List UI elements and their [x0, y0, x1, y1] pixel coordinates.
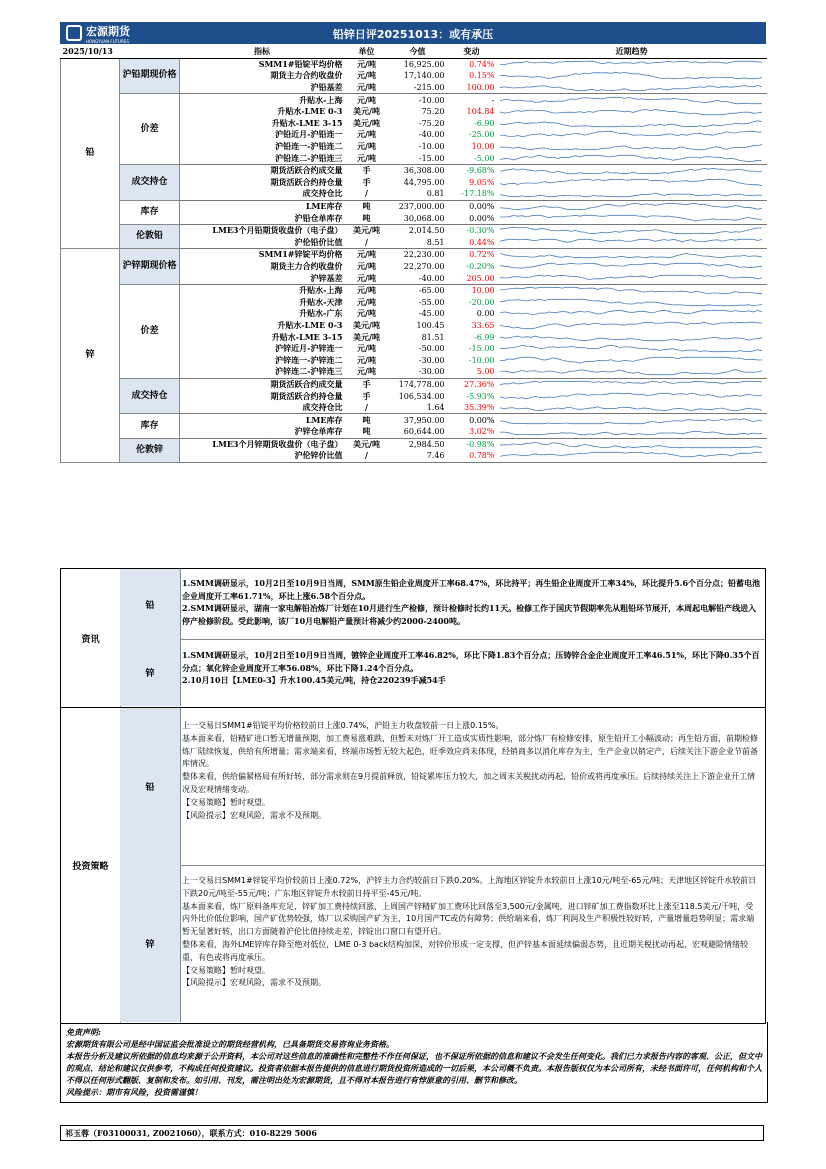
- disclaimer: [60, 1022, 768, 1103]
- unit-cell: 元/吨: [357, 308, 376, 319]
- change-cell: -0.30%: [466, 226, 495, 236]
- indicator-cell: 期货活跃合约持仓量: [270, 390, 343, 401]
- trend-sparkline: [500, 379, 764, 390]
- change-cell: 0.72%: [469, 250, 495, 260]
- indicator-cell: 沪铅仓单库存: [180, 212, 345, 224]
- trend-cell: [497, 426, 767, 438]
- change-cell: 0.00: [476, 309, 495, 319]
- sparkline-path: [500, 179, 762, 185]
- change-cell: 0.74%: [469, 59, 495, 69]
- change-cell: -20.00: [468, 297, 495, 307]
- trend-cell: [497, 378, 767, 390]
- strategy-lead: [120, 708, 765, 866]
- table-header-row: [61, 46, 767, 58]
- trend-cell: [497, 224, 767, 236]
- lead-group-label: 伦敦铅: [120, 224, 180, 248]
- strategy-zinc-label: 锌: [120, 865, 181, 1022]
- trend-cell: [497, 177, 767, 189]
- indicator-cell: 沪铅近月-沪铅连一: [275, 129, 343, 140]
- trend-sparkline: [500, 366, 764, 377]
- change-cell: -17.18%: [447, 188, 497, 200]
- trend-cell: [497, 164, 767, 176]
- trend-cell: [497, 414, 767, 426]
- sparkline-path: [500, 169, 762, 174]
- trend-cell: [497, 438, 767, 450]
- sparkline-path: [500, 357, 762, 363]
- trend-cell: [497, 354, 767, 366]
- unit-cell: 美元/吨: [353, 319, 380, 330]
- lead-group-label: 价差: [120, 94, 180, 165]
- value-cell: -45.00: [418, 309, 445, 319]
- logo-en: HONGYUAN FUTURES: [86, 38, 129, 44]
- trend-sparkline: [500, 177, 764, 188]
- sparkline-path: [500, 287, 762, 293]
- sparkline-path: [500, 73, 762, 79]
- sparkline-path: [500, 442, 762, 447]
- sparkline-path: [500, 203, 762, 209]
- zinc-group-label: 库存: [120, 414, 180, 438]
- trend-sparkline: [500, 415, 764, 426]
- table-row: [61, 438, 767, 450]
- value-cell: 60,644.00: [389, 426, 447, 438]
- trend-sparkline: [500, 237, 764, 248]
- value-cell: 7.46: [389, 450, 447, 462]
- indicator-cell: 沪锌近月-沪锌连一: [275, 343, 343, 354]
- indicator-cell: 沪铅基差: [180, 82, 345, 94]
- trend-cell: [497, 331, 767, 343]
- value-cell: 75.20: [421, 107, 445, 117]
- sparkline-path: [500, 393, 762, 399]
- trend-cell: [497, 249, 767, 261]
- value-cell: 37,950.00: [403, 415, 445, 425]
- header-today: 今值: [389, 46, 447, 58]
- sparkline-path: [500, 61, 762, 64]
- lead-group-label: 成交持仓: [120, 164, 180, 200]
- sparkline-path: [500, 431, 762, 435]
- change-cell: -9.68%: [466, 166, 495, 176]
- trend-cell: [497, 188, 767, 200]
- change-cell: -10.00: [468, 355, 495, 365]
- unit-cell: 元/吨: [357, 285, 376, 296]
- trend-sparkline: [500, 391, 764, 402]
- indicator-cell: 升贴水-上海: [299, 285, 343, 296]
- change-cell: 10.00: [471, 142, 495, 152]
- unit-cell: 元/吨: [357, 58, 376, 69]
- value-cell: -10.00: [418, 142, 445, 152]
- change-cell: -6.90: [473, 118, 495, 128]
- unit-cell: 美元/吨: [353, 117, 380, 128]
- trend-cell: [497, 152, 767, 164]
- change-cell: 5.00: [447, 366, 497, 378]
- change-cell: -6.99: [473, 332, 495, 342]
- table-body: [61, 58, 767, 462]
- lead-group-label: 沪铅期现价格: [120, 58, 180, 94]
- unit-cell: 元/吨: [357, 94, 376, 105]
- indicator-cell: 沪锌连二-沪锌连三: [180, 366, 345, 378]
- value-cell: -40.00: [418, 130, 445, 140]
- report-title: 铅锌日评20251013：或有承压: [332, 28, 494, 41]
- trend-sparkline: [500, 402, 764, 413]
- trend-cell: [497, 94, 767, 106]
- change-cell: 35.39%: [447, 402, 497, 414]
- trend-sparkline: [500, 249, 764, 260]
- strategy-zinc: [120, 865, 765, 1022]
- trend-cell: [497, 450, 767, 462]
- trend-sparkline: [500, 450, 764, 461]
- indicator-cell: 升贴水-天津: [299, 296, 343, 307]
- sparkline-path: [500, 239, 762, 242]
- value-cell: 44,795.00: [403, 177, 445, 187]
- unit-cell: /: [345, 237, 389, 249]
- unit-cell: /: [345, 402, 389, 414]
- change-cell: 0.15%: [469, 71, 495, 81]
- news-lead-text: 1.SMM调研显示，10月2日至10月9日当周，SMM原生铅企业周度开工率68.47%，环比持平；再生铅企业周度开工率34%，环比提升5.6个百分点；铅蓄电池企业周度开工率61.71%，环比上涨6.58个百分点。 2.SMM调研显示，湖南一家电解铅冶炼厂计划在10月进行生产检修，预计检修时长约11天。检修工作于国庆节假期率先从粗铅环节展开，本周起电解铅产线进入停产检修阶段。受此影响，该厂10月电解铅产量预计将减少约2000-2400吨。: [182, 578, 761, 626]
- value-cell: 0.81: [389, 188, 447, 200]
- unit-cell: 元/吨: [357, 343, 376, 354]
- trend-cell: [497, 366, 767, 378]
- zinc-group-label: 价差: [120, 284, 180, 378]
- trend-sparkline: [500, 141, 764, 152]
- table-row: [61, 249, 767, 261]
- sparkline-path: [500, 155, 762, 161]
- trend-cell: [497, 402, 767, 414]
- header-unit: 单位: [345, 46, 389, 58]
- indicator-cell: LME3个月锌期货收盘价（电子盘）: [212, 438, 343, 449]
- header-change: 变动: [447, 46, 497, 58]
- trend-sparkline: [500, 201, 764, 212]
- unit-cell: 元/吨: [357, 260, 376, 271]
- analyst-footer: 祁玉蓉（F03100031, Z0021060），联系方式：010-8229 5006: [60, 1125, 764, 1141]
- value-cell: -40.00: [389, 272, 447, 284]
- logo-cn: 宏源期货: [86, 24, 130, 38]
- value-cell: -65.00: [418, 286, 445, 296]
- unit-cell: 元/吨: [345, 272, 389, 284]
- trend-sparkline: [500, 188, 764, 199]
- trend-sparkline: [500, 308, 764, 319]
- sparkline-path: [500, 121, 762, 127]
- indicator-cell: 沪锌基差: [180, 272, 345, 284]
- trend-cell: [497, 343, 767, 355]
- trend-sparkline: [500, 439, 764, 450]
- unit-cell: 手: [362, 176, 371, 187]
- indicator-cell: 升贴水-LME 0-3: [277, 106, 343, 117]
- indicator-cell: 升贴水-广东: [299, 308, 343, 319]
- trend-cell: [497, 272, 767, 284]
- sparkline-path: [500, 299, 762, 305]
- indicator-cell: SMM1#锌锭平均价格: [258, 249, 343, 260]
- indicator-cell: 升贴水-LME 3-15: [271, 331, 343, 342]
- unit-cell: 元/吨: [357, 141, 376, 152]
- strategy-label: 投资策略: [61, 708, 121, 1023]
- trend-cell: [497, 308, 767, 320]
- value-cell: -15.00: [389, 152, 447, 164]
- trend-sparkline: [500, 82, 764, 93]
- table-row: [61, 58, 767, 70]
- unit-cell: 吨: [362, 414, 371, 425]
- value-cell: 106,534.00: [398, 391, 445, 401]
- zinc-category: 锌: [61, 249, 120, 463]
- indicator-cell: LME库存: [305, 414, 343, 425]
- sparkline-path: [500, 215, 762, 221]
- sparkline-path: [500, 97, 762, 103]
- trend-sparkline: [500, 332, 764, 343]
- trend-sparkline: [500, 59, 764, 70]
- value-cell: 237,000.00: [398, 202, 445, 212]
- sparkline-path: [500, 311, 762, 315]
- trend-cell: [497, 129, 767, 141]
- trend-sparkline: [500, 273, 764, 284]
- trend-sparkline: [500, 297, 764, 308]
- news-lead-label: 铅: [120, 569, 181, 639]
- sparkline-path: [500, 254, 762, 258]
- sparkline-path: [500, 145, 762, 150]
- indicator-cell: 沪铅连二-沪铅连三: [180, 152, 345, 164]
- unit-cell: /: [345, 450, 389, 462]
- value-cell: -30.00: [418, 355, 445, 365]
- trend-sparkline: [500, 70, 764, 81]
- value-cell: -215.00: [389, 82, 447, 94]
- trend-cell: [497, 118, 767, 130]
- sparkline-path: [500, 86, 762, 91]
- zinc-group-label: 成交持仓: [120, 378, 180, 414]
- sparkline-path: [500, 381, 762, 384]
- trend-cell: [497, 284, 767, 296]
- trend-cell: [497, 320, 767, 332]
- unit-cell: 元/吨: [345, 366, 389, 378]
- strategy-section: [60, 707, 766, 1024]
- trend-cell: [497, 200, 767, 212]
- table-row: [61, 164, 767, 176]
- value-cell: 8.51: [389, 237, 447, 249]
- change-cell: 0.44%: [447, 237, 497, 249]
- data-table: [60, 46, 767, 463]
- unit-cell: 元/吨: [357, 354, 376, 365]
- news-label: 资讯: [61, 569, 121, 707]
- change-cell: 3.02%: [447, 426, 497, 438]
- news-zinc: [120, 639, 765, 706]
- value-cell: 17,140.00: [403, 71, 445, 81]
- indicator-cell: 升贴水-上海: [299, 94, 343, 105]
- trend-cell: [497, 296, 767, 308]
- change-cell: -: [491, 95, 495, 105]
- change-cell: 100.00: [447, 82, 497, 94]
- change-cell: -15.00: [468, 344, 495, 354]
- report-page: [60, 22, 766, 1142]
- trend-cell: [497, 106, 767, 118]
- unit-cell: 吨: [345, 426, 389, 438]
- trend-cell: [497, 261, 767, 273]
- value-cell: 2,984.50: [408, 439, 445, 449]
- value-cell: 22,270.00: [403, 261, 445, 271]
- indicator-cell: SMM1#铅锭平均价格: [258, 58, 343, 69]
- table-row: [61, 284, 767, 296]
- indicator-cell: 沪伦锌价比值: [180, 450, 345, 462]
- header-date: 2025/10/13: [61, 46, 120, 58]
- value-cell: 16,925.00: [403, 59, 445, 69]
- sparkline-path: [500, 132, 762, 137]
- trend-sparkline: [500, 285, 764, 296]
- disclaimer-title: 免责声明:: [66, 1027, 101, 1037]
- indicator-cell: 期货活跃合约成交量: [270, 378, 343, 389]
- change-cell: -5.00: [447, 152, 497, 164]
- lead-category: 铅: [61, 58, 120, 249]
- news-section: [60, 568, 766, 708]
- table-row: [61, 378, 767, 390]
- trend-cell: [497, 70, 767, 82]
- indicator-cell: 期货主力合约收盘价: [270, 260, 343, 271]
- table-row: [61, 200, 767, 212]
- change-cell: 33.65: [471, 320, 495, 330]
- indicator-cell: 升贴水-LME 3-15: [271, 117, 343, 128]
- sparkline-path: [500, 228, 762, 234]
- trend-sparkline: [500, 343, 764, 354]
- sparkline-path: [500, 419, 762, 424]
- value-cell: -30.00: [389, 366, 447, 378]
- unit-cell: 美元/吨: [353, 106, 380, 117]
- zinc-group-label: 沪锌期现价格: [120, 249, 180, 285]
- sparkline-path: [500, 322, 762, 328]
- trend-cell: [497, 390, 767, 402]
- value-cell: -50.00: [418, 344, 445, 354]
- unit-cell: 元/吨: [357, 249, 376, 260]
- strategy-lead-text: 上一交易日SMM1#铅锭平均价格较前日上涨0.74%，沪铅主力收盘较前一日上涨0.15%。 基本面来看，铅精矿进口暂无增量预期，加工费易涨难跌，但暂未对炼厂开工造成实质性影响，部分炼厂有检修安排，原生铅开工小幅波动；再生铅方面，前期检修炼厂陆续恢复，供给有所增量；需求端来看，终端市场暂无较大起色，旺季效应尚未体现，经销商多以消化库存为主，生产企业以销定产，后续关注下游企业节前备库情况。 整体来看，供给偏紧格局有所好转，部分需求则在9月提前释放，铅锭累库压力较大，加之周末关税扰动再起，铅价或将再度承压。后续持续关注上下游企业开工情况及宏观情绪变动。 【交易策略】暂时观望。 【风险提示】宏观风险，需求不及预期。: [182, 721, 758, 820]
- value-cell: -10.00: [418, 95, 445, 105]
- indicator-cell: 升贴水-LME 0-3: [277, 319, 343, 330]
- unit-cell: 美元/吨: [353, 225, 380, 236]
- value-cell: -75.20: [418, 118, 445, 128]
- unit-cell: 吨: [362, 201, 371, 212]
- strategy-zinc-text: 上一交易日SMM1#锌锭平均价较前日上涨0.72%，沪锌主力合约较前日下跌0.20%。上海地区锌锭升水较前日上涨10元/吨至-65元/吨；天津地区锌锭升水较前日下跌20元/吨至-55元/吨；广东地区锌锭升水较前日持平至-45元/吨。 基本面来看，炼厂原料备库充足，锌矿加工费持续回涨，上周国产锌精矿加工费环比回落至3,500元/金属吨，进口锌矿加工费指数环比上涨至118.5美元/干吨，受内外比价低位影响，国产矿优势较强，炼厂以采购国产矿为主，10月国产TC或仍有障势；供给端来看，炼厂利润及生产积极性较好转，产量增量趋势明显；需求端暂无显著好转，出口方面随着沪伦比值持续走差，锌锭出口窗口有望开启。 整体来看，海外LME锌库存降至绝对低位，LME 0-3 back结构加深，对锌价形成一定支撑，但沪锌基本面延续偏弱态势，且近期关税扰动再起，宏观避险情绪较重，有色或将再度承压。 【交易策略】暂时观望。 【风险提示】宏观风险，需求不及预期。: [182, 876, 757, 988]
- sparkline-path: [500, 370, 762, 375]
- trend-sparkline: [500, 165, 764, 176]
- trend-sparkline: [500, 153, 764, 164]
- unit-cell: 手: [362, 378, 371, 389]
- change-cell: -0.20%: [466, 261, 495, 271]
- disclaimer-line-1: 宏源期货有限公司是经中国证监会批准设立的期货经营机构，已具备期货交易咨询业务资格。: [66, 1039, 394, 1049]
- indicator-cell: 成交持仓比: [180, 402, 345, 414]
- trend-cell: [497, 141, 767, 153]
- unit-cell: 元/吨: [357, 296, 376, 307]
- change-cell: 205.00: [447, 272, 497, 284]
- table-row: [61, 94, 767, 106]
- table-row: [61, 224, 767, 236]
- trend-sparkline: [500, 261, 764, 272]
- trend-cell: [497, 212, 767, 224]
- change-cell: 0.00%: [469, 202, 495, 212]
- value-cell: 22,230.00: [403, 250, 445, 260]
- trend-cell: [497, 82, 767, 94]
- trend-sparkline: [500, 118, 764, 129]
- trend-cell: [497, 58, 767, 70]
- indicator-cell: LME3个月铅期货收盘价（电子盘）: [212, 225, 343, 236]
- value-cell: 81.51: [421, 332, 445, 342]
- header-trend: 近期趋势: [497, 46, 767, 58]
- indicator-cell: 沪锌仓单库存: [180, 426, 345, 438]
- unit-cell: 吨: [345, 212, 389, 224]
- change-cell: 0.78%: [447, 450, 497, 462]
- change-cell: 10.00: [471, 286, 495, 296]
- value-cell: -55.00: [418, 297, 445, 307]
- sparkline-path: [500, 275, 762, 279]
- change-cell: -25.00: [468, 130, 495, 140]
- change-cell: 0.00%: [469, 415, 495, 425]
- sparkline-path: [500, 407, 762, 411]
- sparkline-path: [500, 453, 762, 458]
- change-cell: 9.05%: [469, 177, 495, 187]
- indicator-cell: 期货活跃合约持仓量: [270, 176, 343, 187]
- unit-cell: 元/吨: [345, 152, 389, 164]
- change-cell: 27.36%: [463, 379, 495, 389]
- unit-cell: /: [345, 188, 389, 200]
- trend-sparkline: [500, 106, 764, 117]
- trend-sparkline: [500, 95, 764, 106]
- news-zinc-text: 1.SMM调研显示，10月2日至10月9日当周，镀锌企业周度开工率46.82%，环比下降1.83个百分点；压铸锌合金企业周度开工率46.51%，环比下降0.35个百分点；氧化锌企业周度开工率56.08%，环比下降1.24个百分点。 2.10月10日【LME0-3】升水100.45美元/吨，持仓220239手减54手: [182, 650, 760, 685]
- strategy-lead-label: 铅: [120, 708, 181, 865]
- value-cell: 30,068.00: [389, 212, 447, 224]
- unit-cell: 手: [362, 165, 371, 176]
- value-cell: 1.64: [389, 402, 447, 414]
- news-zinc-label: 锌: [120, 639, 181, 706]
- value-cell: 2,014.50: [408, 226, 445, 236]
- sparkline-path: [500, 263, 762, 268]
- title-bar: [60, 22, 766, 44]
- indicator-cell: 期货主力合约收盘价: [270, 70, 343, 81]
- value-cell: 174,778.00: [398, 379, 445, 389]
- indicator-cell: 沪铅连一-沪铅连二: [275, 141, 343, 152]
- disclaimer-line-2: 本报告分析及建议所依据的信息均来源于公开资料，本公司对这些信息的准确性和完整性不作任何保证，也不保证所依据的信息和建议不会发生任何变化。我们已力求报告内容的客观、公正，但文中的观点、结论和建议仅供参考，不构成任何投资建议。投资者依据本报告提供的信息进行期货投资所造成的一切后果，本公司概不负责。本报告版权仅为本公司所有，未经书面许可，任何机构和个人不得以任何形式翻版、复制和发布。如引用、刊发，需注明出处为宏源期货，且不得对本报告进行有悖原意的引用、删节和修改。: [66, 1051, 762, 1085]
- value-cell: 36,308.00: [403, 166, 445, 176]
- indicator-cell: 期货活跃合约成交量: [270, 165, 343, 176]
- change-cell: 104.84: [466, 107, 495, 117]
- sparkline-path: [500, 193, 762, 197]
- trend-sparkline: [500, 426, 764, 437]
- trend-cell: [497, 237, 767, 249]
- unit-cell: 元/吨: [357, 129, 376, 140]
- indicator-cell: LME库存: [305, 201, 343, 212]
- zinc-group-label: 伦敦锌: [120, 438, 180, 462]
- unit-cell: 元/吨: [345, 82, 389, 94]
- change-cell: -5.93%: [466, 391, 495, 401]
- trend-sparkline: [500, 355, 764, 366]
- change-cell: 0.00%: [447, 212, 497, 224]
- trend-sparkline: [500, 213, 764, 224]
- trend-sparkline: [500, 129, 764, 140]
- unit-cell: 元/吨: [357, 70, 376, 81]
- sparkline-path: [500, 110, 762, 115]
- trend-sparkline: [500, 320, 764, 331]
- indicator-cell: 成交持仓比: [180, 188, 345, 200]
- indicator-cell: 沪锌连一-沪锌连二: [275, 354, 343, 365]
- unit-cell: 美元/吨: [353, 438, 380, 449]
- table-row: [61, 414, 767, 426]
- disclaimer-line-3: 风险提示：期市有风险，投资需谨慎！: [66, 1087, 202, 1097]
- trend-sparkline: [500, 225, 764, 236]
- unit-cell: 手: [362, 390, 371, 401]
- unit-cell: 美元/吨: [353, 331, 380, 342]
- lead-group-label: 库存: [120, 200, 180, 224]
- value-cell: 100.45: [416, 320, 445, 330]
- change-cell: -0.98%: [466, 439, 495, 449]
- sparkline-path: [500, 336, 762, 341]
- header-indicator: 指标: [180, 46, 345, 58]
- sparkline-path: [500, 345, 762, 351]
- indicator-cell: 沪伦铅价比值: [180, 237, 345, 249]
- news-lead: [120, 569, 765, 640]
